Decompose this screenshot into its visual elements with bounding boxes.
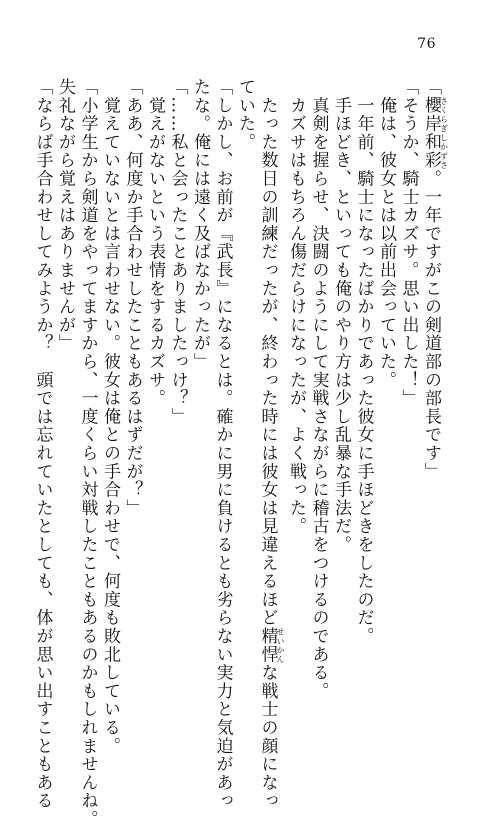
text-line: 「櫻岸和彩さくらぎしかずさ。一年ですがこの剣道部の部長です」 [421,78,449,481]
text-line: 「小学生から剣道をやってますから、一度くらい対戦したこともあるのかもしれませんね。 [77,78,98,828]
text-line: 覚えがないという表情をするカズサ。 [145,78,165,408]
page-number: 76 [417,36,436,52]
text-line: 失礼ながら覚えはありませんが」 [55,78,75,353]
text-line: 真剣を握らせ、決闘のようにして実戦さながらに稽古をつけるのである。 [308,78,329,701]
furigana-name: 櫻岸和彩さくらぎしかずさ [421,96,449,170]
text-line: 一年前、騎士になったばかりであった彼女に手ほどきをしたのだ。 [353,78,374,646]
novel-text-block [32,78,449,828]
text-line: 俺は、彼女とは以前出会っていた。 [376,78,396,390]
text-line: たった数日の訓練だったが、終わった時には彼女は見違えるほど精悍せいかんな戦士の顔になっ [257,78,285,811]
text-line: 覚えていないとは言わせない。彼女は俺との手合わせで、何度も敗北している。 [100,78,120,756]
text-line: ていた。 [235,78,255,152]
text-line: 「ならば手合わせしてみようか？ 頭では忘れていたとしても、体が思い出すこともある [32,78,53,810]
text-line: 「そうか、騎士カズサ。思い出した！」 [398,78,419,408]
text-line: 「……私と会ったことありましたっけ？」 [167,78,188,426]
text-line: 手ほどき、といっても俺のやり方は少し乱暴な手法だ。 [331,78,351,554]
text-line: カズサはもちろん傷だらけになったが、よく戦った。 [286,78,306,536]
furigana-word: 精悍せいかん [257,627,285,664]
text-line: 「ああ、何度か手合わせしたこともあるはずだが？」 [122,78,143,518]
text-line: 「しかし、お前が『武長』になるとは。確かに男に負けるとも劣らない実力と気迫があっ [212,78,233,810]
text-line: たな。俺には遠く及ばなかったが」 [190,78,210,371]
